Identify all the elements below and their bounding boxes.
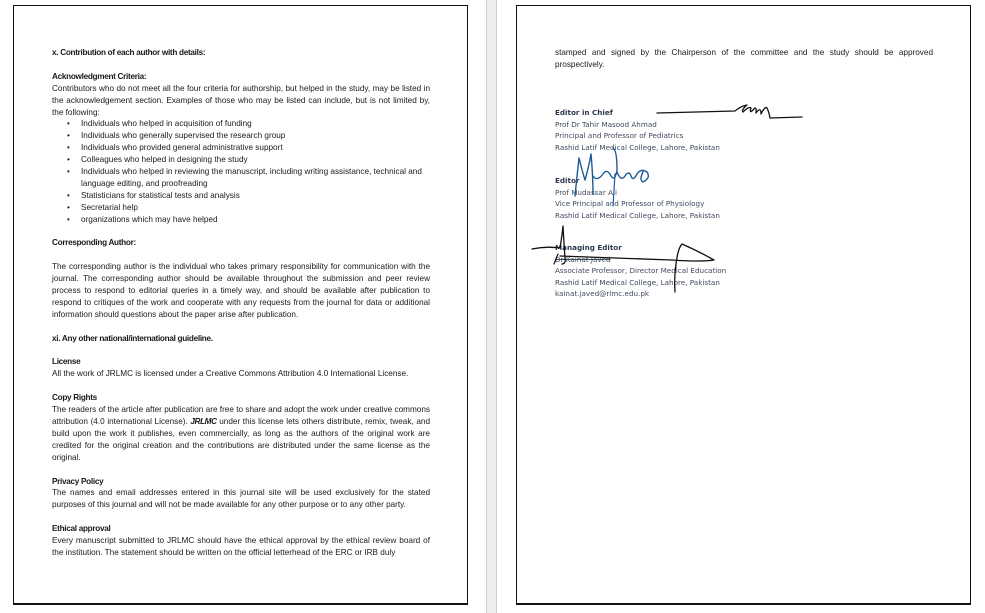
copy-rights-text bbox=[52, 404, 430, 464]
list-item: • Secretarial help bbox=[81, 202, 430, 214]
section-x-heading: x. Contribution of each author with details: bbox=[52, 48, 206, 57]
page-right-content bbox=[555, 47, 933, 71]
signatory-title: Vice Principal and Professor of Physiology bbox=[555, 199, 705, 208]
license-heading: License bbox=[52, 357, 81, 367]
copy-rights-text-part1: The readers of the article after publication are free to share and adopt the work under creative commons attribution (4.0 international License). bbox=[52, 405, 430, 426]
corresponding-author-text: The corresponding author is the individual who takes primary responsibility for communication with the journal. The corresponding author should be available throughout the submission and peer review process to respond to editorial queries in a timely way, and should be available after publication to respond to critiques of the work and cooperate with any requests from the journal for data or additional information should questions about the paper arise after publication. bbox=[52, 262, 430, 319]
privacy-policy-heading: Privacy Policy bbox=[52, 476, 104, 486]
signatory-institution: Rashid Latif Medical College, Lahore, Pakistan bbox=[555, 142, 720, 152]
signatory-name: Dr Kainat Javed bbox=[555, 254, 611, 264]
list-item: • Individuals who helped in reviewing the manuscript, including writing assistance, technical and language editing, and proofreading bbox=[81, 166, 430, 190]
list-item: • Statisticians for statistical tests and analysis bbox=[81, 190, 430, 202]
section-xi-heading: xi. Any other national/international guideline. bbox=[52, 333, 213, 343]
signatory-role: Editor in Chief bbox=[555, 108, 613, 117]
signatory-title: Associate Professor, Director Medical Education bbox=[555, 266, 727, 275]
copy-rights-text-part2: under this license lets others distribute, remix, tweak, and build upon the work it publishes, even commercially, as long as the authors of the original work are credited for the original creation and the contributions are distributed under the same license as the original. bbox=[52, 417, 431, 462]
signatory-name: Prof Dr Tahir Masood Ahmad bbox=[555, 119, 657, 129]
signatory-email: kainat.javed@rlmc.edu.pk bbox=[555, 289, 650, 298]
page-gutter bbox=[486, 0, 497, 613]
page-left-content bbox=[52, 47, 430, 559]
signatory-institution: Rashid Latif Medical College, Lahore, Pakistan bbox=[555, 277, 720, 287]
signatory-role: Managing Editor bbox=[555, 243, 622, 252]
signature-managing-editor-icon bbox=[532, 224, 742, 294]
document-page-left bbox=[13, 5, 468, 605]
privacy-policy-text: The names and email addresses entered in this journal site will be used exclusively for the stated purposes of this journal and will not be made available for any other purpose or to any other party. bbox=[52, 488, 430, 510]
copy-rights-heading: Copy Rights bbox=[52, 393, 97, 403]
list-item: • Individuals who generally supervised the research group bbox=[81, 130, 430, 142]
ethical-approval-heading: Ethical approval bbox=[52, 524, 111, 534]
license-text: All the work of JRLMC is licensed under a Creative Commons Attribution 4.0 International License. bbox=[52, 369, 409, 379]
journal-abbrev: JRLMC bbox=[190, 417, 217, 426]
signature-editor-icon bbox=[567, 146, 677, 206]
corresponding-author-heading: Corresponding Author: bbox=[52, 238, 136, 248]
ack-list bbox=[52, 118, 430, 225]
document-page-right bbox=[516, 5, 971, 605]
signatory-title: Principal and Professor of Pediatrics bbox=[555, 131, 684, 140]
list-item: • Individuals who helped in acquisition of funding bbox=[81, 118, 430, 130]
ack-heading: Acknowledgment Criteria: bbox=[52, 71, 147, 81]
signatory-name: Prof Mudassar Ali bbox=[555, 187, 617, 197]
signatory-role: Editor bbox=[555, 176, 580, 185]
ethical-approval-text: Every manuscript submitted to JRLMC should have the ethical approval by the ethical review board of the institution. The statement should be written on the official letterhead of the ERC or IRB duly bbox=[52, 536, 430, 557]
list-item: • Individuals who provided general administrative support bbox=[81, 142, 430, 154]
signatory-institution: Rashid Latif Medical College, Lahore, Pakistan bbox=[555, 210, 720, 220]
list-item: • Colleagues who helped in designing the study bbox=[81, 154, 430, 166]
list-item: • organizations which may have helped bbox=[81, 214, 430, 226]
signature-editor-in-chief-icon bbox=[657, 96, 807, 131]
ack-text: Contributors who do not meet all the four criteria for authorship, but helped in the study, may be listed in the acknowledgement section. Examples of those who may be listed can include, but is not limited by, the following: bbox=[52, 83, 430, 117]
ethical-approval-continued: stamped and signed by the Chairperson of the committee and the study should be approved prospectively. bbox=[555, 48, 933, 69]
